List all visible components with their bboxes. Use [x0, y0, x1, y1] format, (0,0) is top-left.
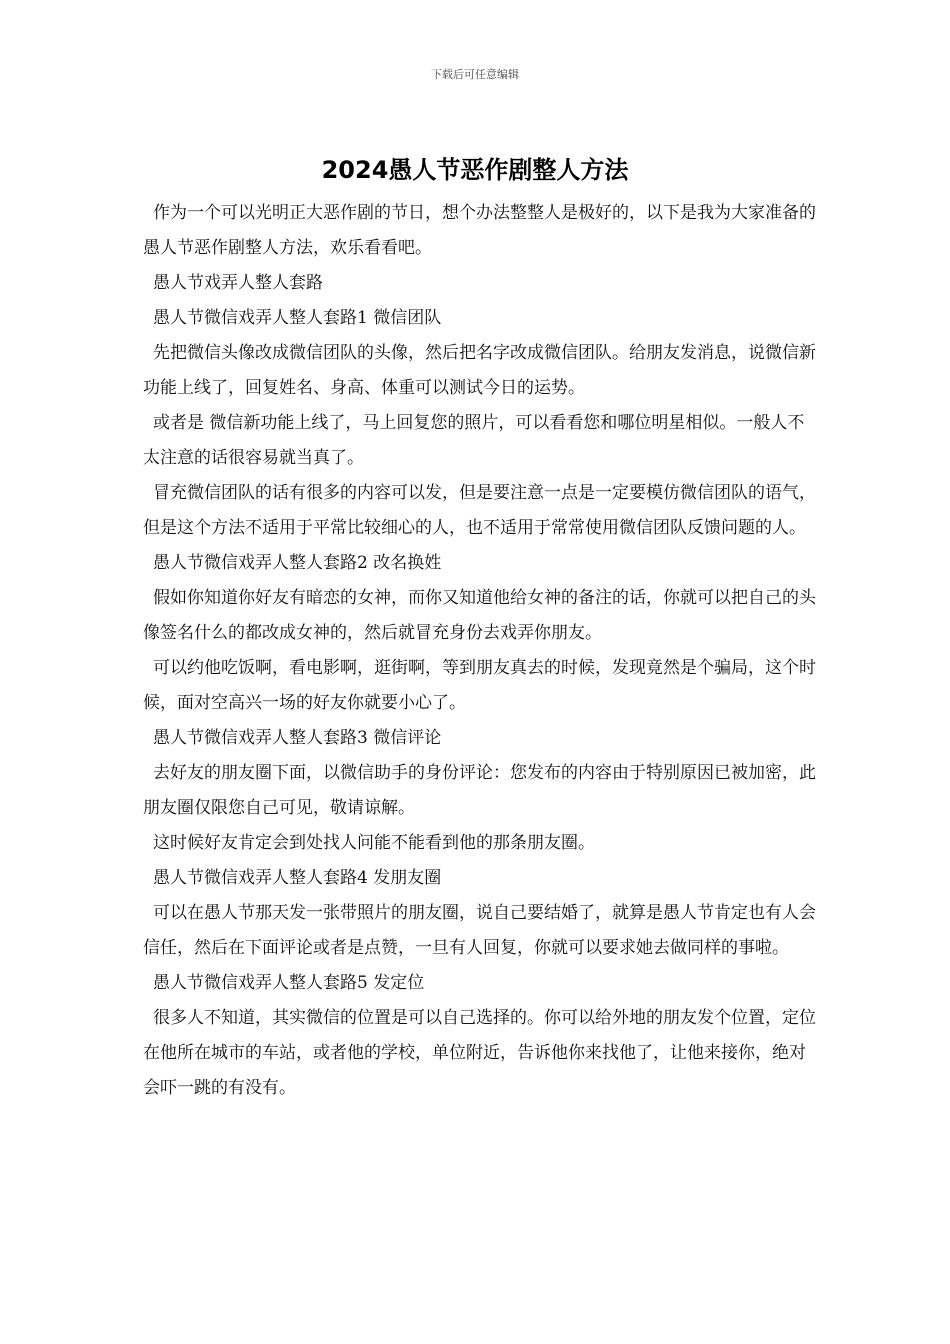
paragraph: 去好友的朋友圈下面，以微信助手的身份评论：您发布的内容由于特别原因已被加密，此朋友圈仅限您自己可见，敬请谅解。	[143, 763, 816, 818]
paragraph: 这时候好友肯定会到处找人问能不能看到他的那条朋友圈。	[153, 833, 595, 853]
paragraph: 可以约他吃饭啊，看电影啊，逛街啊，等到朋友真去的时候，发现竟然是个骗局，这个时候，面对空高兴一场的好友你就要小心了。	[143, 658, 816, 713]
document-title: 2024愚人节恶作剧整人方法	[321, 156, 629, 184]
paragraph: 冒充微信团队的话有很多的内容可以发，但是要注意一点是一定要模仿微信团队的语气，但是这个方法不适用于平常比较细心的人，也不适用于常常使用微信团队反馈问题的人。	[143, 483, 816, 538]
section-heading: 愚人节戏弄人整人套路	[153, 273, 323, 293]
subsection-heading-3: 愚人节微信戏弄人整人套路3 微信评论	[153, 728, 442, 748]
paragraph: 可以在愚人节那天发一张带照片的朋友圈，说自己要结婚了，就算是愚人节肯定也有人会信任，然后在下面评论或者是点赞，一旦有人回复，你就可以要求她去做同样的事啦。	[143, 903, 816, 958]
document-body	[143, 196, 819, 1106]
subsection-heading-1: 愚人节微信戏弄人整人套路1 微信团队	[153, 308, 442, 328]
paragraph: 很多人不知道，其实微信的位置是可以自己选择的。你可以给外地的朋友发个位置，定位在他所在城市的车站，或者他的学校，单位附近，告诉他你来找他了，让他来接你，绝对会吓一跳的有没有。	[143, 1008, 816, 1098]
subsection-heading-4: 愚人节微信戏弄人整人套路4 发朋友圈	[153, 868, 442, 888]
paragraph-intro: 作为一个可以光明正大恶作剧的节日，想个办法整整人是极好的，以下是我为大家准备的愚人节恶作剧整人方法，欢乐看看吧。	[143, 203, 816, 258]
paragraph: 先把微信头像改成微信团队的头像，然后把名字改成微信团队。给朋友发消息，说微信新功能上线了，回复姓名、身高、体重可以测试今日的运势。	[143, 343, 816, 398]
paragraph: 假如你知道你好友有暗恋的女神，而你又知道他给女神的备注的话，你就可以把自己的头像签名什么的都改成女神的，然后就冒充身份去戏弄你朋友。	[143, 588, 816, 643]
paragraph: 或者是 微信新功能上线了，马上回复您的照片，可以看看您和哪位明星相似。一般人不太注意的话很容易就当真了。	[143, 413, 805, 468]
subsection-heading-2: 愚人节微信戏弄人整人套路2 改名换姓	[153, 553, 442, 573]
header-note: 下载后可任意编辑	[431, 68, 519, 81]
subsection-heading-5: 愚人节微信戏弄人整人套路5 发定位	[153, 973, 425, 993]
